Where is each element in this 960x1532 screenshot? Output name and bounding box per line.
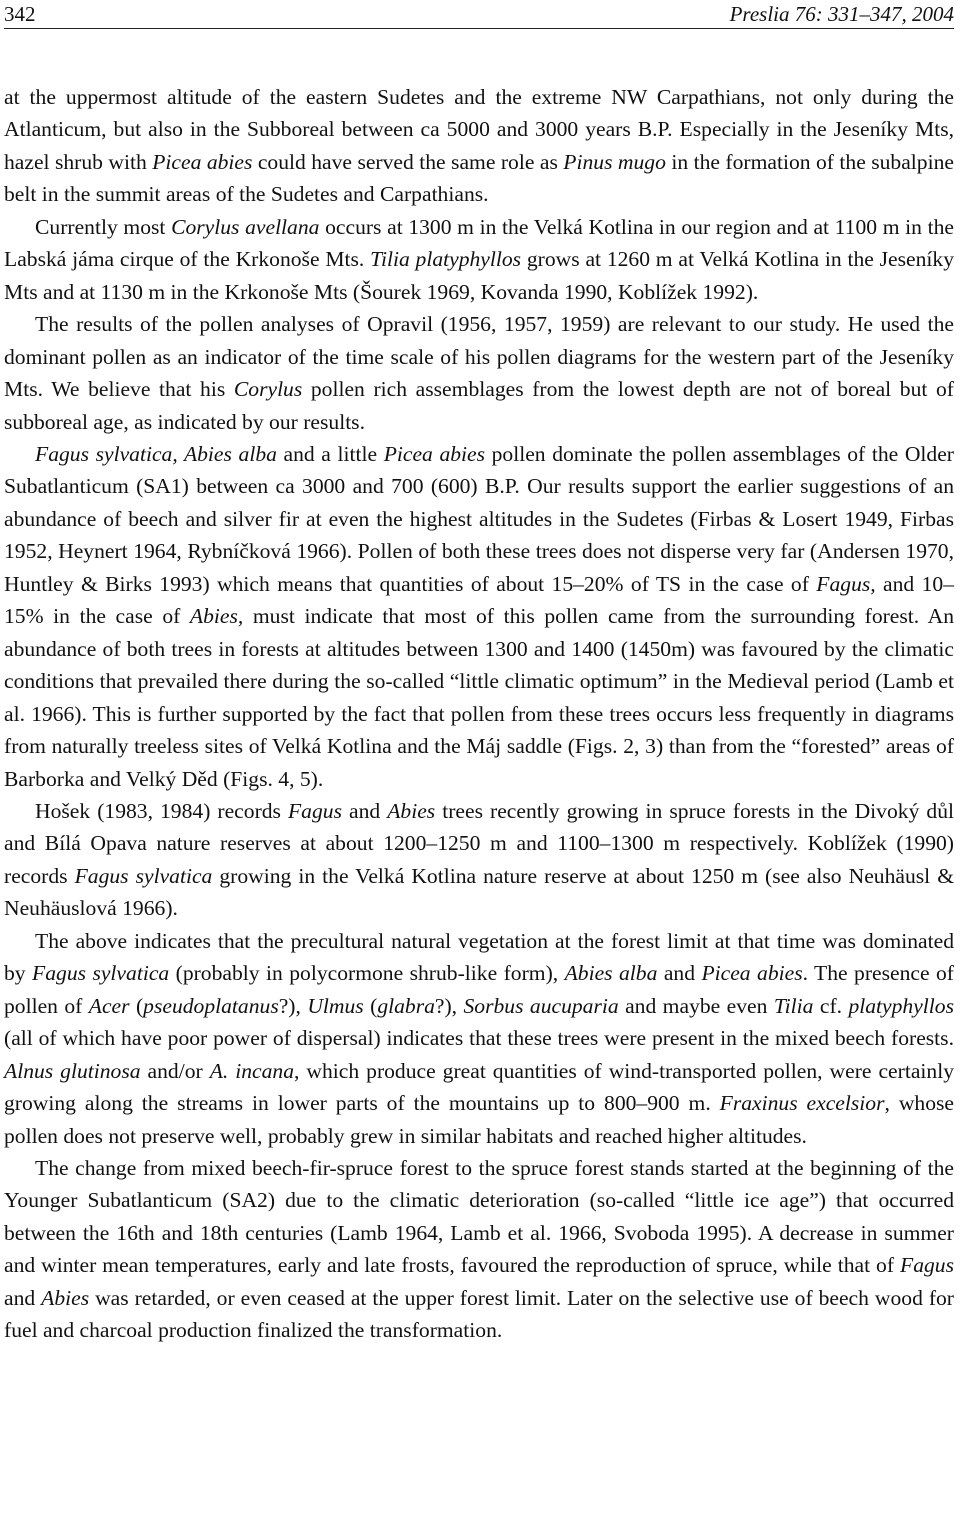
italic-run: Pinus mugo bbox=[563, 149, 666, 174]
paragraph bbox=[4, 211, 954, 308]
text-run: trees recently growing in spruce forests in the Divoký důl and Bílá Opava nature reserves at about 1200–1250 m and 1100–1300 m respectively. Koblížek (1990) records bbox=[4, 798, 954, 888]
italic-run: Ulmus bbox=[307, 993, 364, 1018]
italic-run: Corylus avellana bbox=[171, 214, 320, 239]
text-run: Hošek (1983, 1984) records bbox=[35, 798, 288, 823]
paragraph bbox=[4, 795, 954, 925]
text-run: at the uppermost altitude of the eastern Sudetes and the extreme NW Carpathians, not only during the Atlanticum, but also in the Subboreal between ca 5000 and 3000 years B.P. Especially in the Jeseníky Mts, hazel shrub with bbox=[4, 85, 954, 174]
text-run: ( bbox=[129, 993, 144, 1018]
italic-run: Abies bbox=[41, 1285, 90, 1310]
text-run: The above indicates that the precultural natural vegetation at the forest limit at that time was dominated by bbox=[4, 928, 954, 986]
paragraph bbox=[4, 925, 954, 1152]
text-run: (all of which have poor power of dispersal) indicates that these trees were present in the mixed beech forests. bbox=[4, 1026, 954, 1051]
text-run: , which produce great quantities of wind-transported pollen, were certainly growing along the streams in lower parts of the mountains up to 800–900 m. bbox=[4, 1058, 955, 1116]
italic-run: Abies, bbox=[189, 604, 244, 629]
italic-run: Tilia platyphyllos bbox=[370, 247, 522, 272]
text-run: and bbox=[341, 798, 388, 823]
text-run: grows at 1260 m at Velká Kotlina in the Jeseníky Mts and at 1130 m in the Krkonoše Mts (Šourek 1969, Kovanda 1990, Koblížek 1992). bbox=[4, 247, 954, 304]
italic-run: Abies alba bbox=[564, 961, 658, 986]
paragraph bbox=[4, 1152, 954, 1347]
italic-run: Fagus bbox=[900, 1253, 954, 1278]
text-run: was retarded, or even ceased at the upper forest limit. Later on the selective use of beech wood for fuel and charcoal production finalized the transformation. bbox=[4, 1285, 955, 1343]
running-head bbox=[4, 0, 954, 29]
text-run: Currently most bbox=[35, 214, 172, 239]
text-run: (probably in polycormone shrub-like form), bbox=[169, 961, 565, 986]
text-run: and maybe even bbox=[618, 993, 774, 1018]
italic-run: pseudoplatanus bbox=[143, 993, 279, 1018]
text-run: could have served the same role as bbox=[252, 149, 564, 174]
page-number: 342 bbox=[4, 2, 36, 26]
italic-run: Fagus sylvatica, Abies alba bbox=[35, 441, 277, 466]
text-run: and a little bbox=[276, 441, 384, 466]
text-run: ( bbox=[363, 993, 378, 1018]
text-run: ?), bbox=[434, 993, 464, 1018]
text-run: cf. bbox=[813, 993, 849, 1018]
paragraph bbox=[4, 308, 954, 438]
text-run: pollen rich assemblages from the lowest depth are not of boreal but of subboreal age, as indicated by our results. bbox=[4, 377, 954, 434]
italic-run: Fraxinus excelsior bbox=[719, 1091, 885, 1116]
body-text bbox=[4, 81, 954, 1347]
italic-run: Fagus, bbox=[816, 571, 876, 596]
italic-run: Picea abies bbox=[383, 441, 486, 466]
italic-run: Fagus sylvatica bbox=[74, 863, 213, 888]
journal-reference: Preslia 76: 331–347, 2004 bbox=[729, 2, 954, 26]
text-run: in the formation of the subalpine belt in the summit areas of the Sudetes and Carpathians. bbox=[4, 149, 954, 207]
italic-run: Fagus bbox=[287, 798, 342, 823]
italic-run: Picea abies bbox=[701, 961, 803, 986]
text-run: . The presence of pollen of bbox=[4, 961, 954, 1018]
text-run: growing in the Velká Kotlina nature reserve at about 1250 m (see also Neuhäusl & Neuhäuslová 1966). bbox=[4, 863, 954, 921]
text-run: must indicate that most of this pollen came from the surrounding forest. An abundance of both trees in forests at altitudes between 1300 and 1400 (1450m) was favoured by the climatic conditions that prevailed there during the so-called “little climatic optimum” in the Medieval period (Lamb et al. 1966). This is further supported by the fact that pollen from these trees occurs less frequently in diagrams from naturally treeless sites of Velká Kotlina and the Máj saddle (Figs. 2, 3) than from the “forested” areas of Barborka and Velký Děd (Figs. 4, 5). bbox=[4, 604, 954, 791]
text-run: pollen dominate the pollen assemblages of the Older Subatlanticum (SA1) between ca 3000 and 700 (600) B.P. Our results support the earlier suggestions of an abundance of beech and silver fir at even the highest altitudes in the Sudetes (Firbas & Losert 1949, Firbas 1952, Heynert 1964, Rybníčková 1966). Pollen of both these trees does not disperse very far (Andersen 1970, Huntley & Birks 1993) which means that quantities of about 15–20% of TS in the case of bbox=[4, 441, 954, 596]
text-run: and bbox=[657, 961, 702, 986]
paragraph bbox=[4, 81, 954, 211]
italic-run: platyphyllos bbox=[848, 993, 955, 1018]
italic-run: Picea abies bbox=[152, 149, 253, 174]
text-run: The results of the pollen analyses of Opravil (1956, 1957, 1959) are relevant to our study. He used the dominant pollen as an indicator of the time scale of his pollen diagrams for the western part of the Jeseníky Mts. We believe that his bbox=[4, 312, 954, 402]
italic-run: Acer bbox=[88, 993, 130, 1018]
text-run: occurs at 1300 m in the Velká Kotlina in our region and at 1100 m in the Labská jáma cirque of the Krkonoše Mts. bbox=[4, 214, 954, 272]
italic-run: Abies bbox=[387, 798, 436, 823]
italic-run: Sorbus aucuparia bbox=[463, 993, 619, 1018]
italic-run: Tilia bbox=[773, 993, 814, 1018]
italic-run: glabra bbox=[377, 993, 435, 1018]
text-run: ?), bbox=[278, 993, 308, 1018]
text-run: The change from mixed beech-fir-spruce forest to the spruce forest stands started at the beginning of the Younger Subatlanticum (SA2) due to the climatic deterioration (so-called “little ice age”) that occurred between the 16th and 18th centuries (Lamb 1964, Lamb et al. 1966, Svoboda 1995). A decrease in summer and winter mean temperatures, early and late frosts, favoured the reproduction of spruce, while that of bbox=[4, 1155, 954, 1278]
italic-run: Fagus sylvatica bbox=[32, 961, 170, 986]
text-run: and bbox=[4, 1285, 42, 1310]
italic-run: Alnus glutinosa bbox=[4, 1058, 141, 1083]
italic-run: A. incana bbox=[209, 1058, 295, 1083]
text-run: , whose pollen does not preserve well, probably grew in similar habitats and reached higher altitudes. bbox=[4, 1091, 954, 1148]
italic-run: Corylus bbox=[233, 377, 303, 402]
text-run: and 10–15% in the case of bbox=[4, 571, 954, 629]
text-run: and/or bbox=[140, 1058, 210, 1083]
paragraph bbox=[4, 438, 954, 795]
